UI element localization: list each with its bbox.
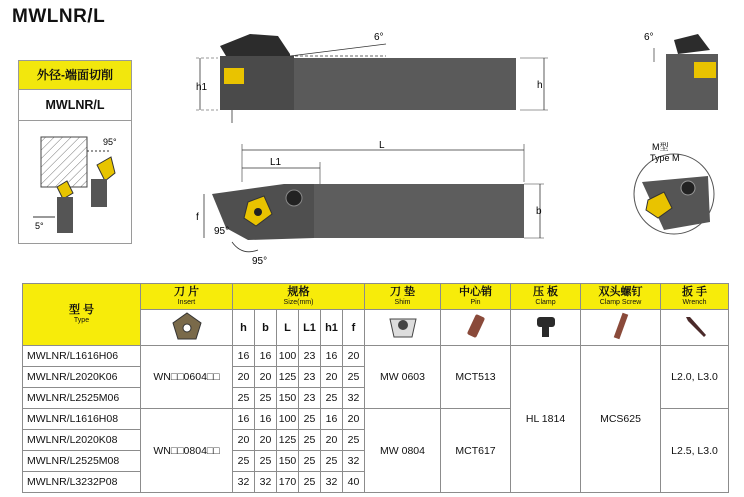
dim-cell: 23 xyxy=(299,388,321,409)
insert-cell: WN□□0804□□ xyxy=(141,409,233,493)
clamp-head-shape xyxy=(220,34,290,56)
dim-cell: 25 xyxy=(233,451,255,472)
dim-cell: 16 xyxy=(321,346,343,367)
pin-image xyxy=(441,310,511,346)
dim-cell: 20 xyxy=(321,367,343,388)
dim-cell: 20 xyxy=(343,409,365,430)
dim-col-h1: h1 xyxy=(321,310,343,346)
tool-right-shape xyxy=(91,179,107,207)
top-angle-a: 95° xyxy=(214,226,230,237)
clamp-screw-cell: MCS625 xyxy=(581,346,661,493)
dim-cell: 150 xyxy=(277,451,299,472)
insert-image xyxy=(141,310,233,346)
dim-cell: 20 xyxy=(233,367,255,388)
table-row xyxy=(23,346,729,367)
dim-col-h: h xyxy=(233,310,255,346)
dim-cell: 32 xyxy=(233,472,255,493)
dim-cell: 23 xyxy=(299,346,321,367)
col-header-pin: 中心销 Pin xyxy=(441,284,511,310)
shim-cell: MW 0804 xyxy=(365,409,441,493)
dim-cell: 25 xyxy=(321,388,343,409)
dim-cell: 20 xyxy=(321,430,343,451)
end-view-diagram xyxy=(634,26,724,116)
dim-cell: 100 xyxy=(277,409,299,430)
dim-cell: 25 xyxy=(321,451,343,472)
type-cell: MWLNR/L1616H06 xyxy=(23,346,141,367)
dim-cell: 25 xyxy=(299,451,321,472)
side-angle: 6° xyxy=(374,32,384,43)
end-angle: 6° xyxy=(644,32,654,43)
dim-cell: 32 xyxy=(321,472,343,493)
dim-cell: 16 xyxy=(233,409,255,430)
dim-col-L1: L1 xyxy=(299,310,321,346)
col-header-clamp: 压 板 Clamp xyxy=(511,284,581,310)
wrench-image xyxy=(661,310,729,346)
dim-cell: 25 xyxy=(255,451,277,472)
spec-table xyxy=(22,283,729,493)
dim-cell: 25 xyxy=(299,409,321,430)
top-shank-shape xyxy=(314,184,524,238)
dim-cell: 16 xyxy=(255,409,277,430)
shim-image xyxy=(365,310,441,346)
type-cell: MWLNR/L2525M08 xyxy=(23,451,141,472)
dim-cell: 25 xyxy=(255,388,277,409)
info-angle-bottom: 5° xyxy=(35,221,44,231)
wrench-cell: L2.5, L3.0 xyxy=(661,409,729,493)
dim-cell: 25 xyxy=(299,472,321,493)
info-box-model: MWLNR/L xyxy=(19,90,131,121)
dim-cell: 20 xyxy=(255,430,277,451)
info-box xyxy=(18,60,132,244)
insert-cell: WN□□0604□□ xyxy=(141,346,233,409)
dim-cell: 32 xyxy=(343,451,365,472)
dim-cell: 25 xyxy=(299,430,321,451)
clamp-screw-image xyxy=(581,310,661,346)
dim-col-b: b xyxy=(255,310,277,346)
col-header-insert: 刀 片 Insert xyxy=(141,284,233,310)
tool-left-shape xyxy=(57,197,73,233)
dim-cell: 25 xyxy=(343,367,365,388)
col-header-shim: 刀 垫 Shim xyxy=(365,284,441,310)
dim-cell: 16 xyxy=(255,346,277,367)
detail-circle-diagram xyxy=(618,136,722,236)
top-view-diagram xyxy=(188,138,568,274)
wrench-cell: L2.0, L3.0 xyxy=(661,346,729,409)
info-box-diagram xyxy=(19,121,131,243)
dim-cell: 170 xyxy=(277,472,299,493)
col-header-type: 型 号 Type xyxy=(23,284,141,346)
dim-cell: 16 xyxy=(233,346,255,367)
dim-cell: 125 xyxy=(277,367,299,388)
dim-cell: 150 xyxy=(277,388,299,409)
col-header-clamp-screw: 双头螺钉 Clamp Screw xyxy=(581,284,661,310)
dim-cell: 20 xyxy=(343,346,365,367)
detail-label-cn: M型 xyxy=(652,142,669,152)
dim-col-L: L xyxy=(277,310,299,346)
side-view-diagram xyxy=(190,28,570,128)
dim-L: L xyxy=(379,140,385,151)
dim-cell: 20 xyxy=(233,430,255,451)
dim-f: f xyxy=(196,212,199,223)
clamp-cell: HL 1814 xyxy=(511,346,581,493)
dim-col-f: f xyxy=(343,310,365,346)
type-cell: MWLNR/L2020K06 xyxy=(23,367,141,388)
type-cell: MWLNR/L3232P08 xyxy=(23,472,141,493)
dim-cell: 32 xyxy=(343,388,365,409)
col-header-wrench: 扳 手 Wrench xyxy=(661,284,729,310)
type-cell: MWLNR/L2020K08 xyxy=(23,430,141,451)
dim-cell: 100 xyxy=(277,346,299,367)
dim-cell: 25 xyxy=(343,430,365,451)
dim-cell: 125 xyxy=(277,430,299,451)
info-angle-top: 95° xyxy=(103,137,117,147)
top-angle-b: 95° xyxy=(252,256,268,267)
dim-h1: h1 xyxy=(196,82,208,93)
dim-cell: 23 xyxy=(299,367,321,388)
info-box-header: 外径-端面切削 xyxy=(19,61,131,90)
clamp-image xyxy=(511,310,581,346)
dim-L1: L1 xyxy=(270,157,282,168)
dim-cell: 25 xyxy=(233,388,255,409)
side-insert-shape xyxy=(224,68,244,84)
insert-right-shape xyxy=(97,157,115,181)
type-cell: MWLNR/L2525M06 xyxy=(23,388,141,409)
dim-cell: 32 xyxy=(255,472,277,493)
end-insert-shape xyxy=(694,62,716,78)
dim-cell: 40 xyxy=(343,472,365,493)
end-clamp-shape xyxy=(674,34,710,54)
pin-cell: MCT617 xyxy=(441,409,511,493)
page-title: MWLNR/L xyxy=(12,6,106,27)
dim-b: b xyxy=(536,206,542,217)
workpiece-shape xyxy=(41,137,87,187)
col-header-size: 规格 Size(mm) xyxy=(233,284,365,310)
dim-cell: 20 xyxy=(255,367,277,388)
shim-cell: MW 0603 xyxy=(365,346,441,409)
detail-label-en: Type M xyxy=(650,153,680,163)
type-cell: MWLNR/L1616H08 xyxy=(23,409,141,430)
dim-cell: 16 xyxy=(321,409,343,430)
shank-shape xyxy=(294,58,516,110)
dim-h: h xyxy=(537,80,543,91)
pin-cell: MCT513 xyxy=(441,346,511,409)
